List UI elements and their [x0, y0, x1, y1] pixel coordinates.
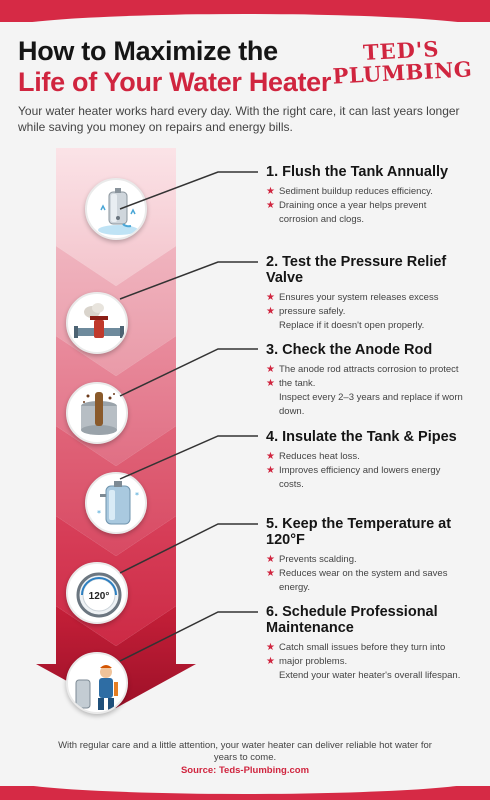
brand-logo-line-2: PLUMBING [332, 56, 474, 89]
footer-source-label: Source: [180, 765, 217, 776]
bottom-banner-bar [0, 786, 490, 800]
step-4-bullet-2: ★ Improves efficiency and lowers energy [266, 465, 441, 476]
step-4-bullets [266, 450, 484, 491]
step-4-bullet-1: ★ Reduces heat loss. [266, 451, 360, 462]
top-banner-bar [0, 0, 490, 22]
brand-logo-line-1: TED'S [362, 36, 441, 65]
step-6-title: 6. Schedule Professional Maintenance [266, 604, 438, 636]
step-4 [266, 429, 484, 492]
svg-text:*: * [97, 509, 101, 518]
step-1-bullet-1: ★ Sediment buildup reduces efficiency. [266, 186, 433, 197]
step-1-bullet-3: corrosion and clogs. [279, 214, 365, 225]
star-icon: ★ [266, 306, 275, 317]
footer-text: With regular care and a little attention, your water heater can deliver reliable hot water for years to come. [58, 740, 432, 763]
step-3-title: 3. Check the Anode Rod [266, 342, 433, 358]
svg-text:*: * [135, 491, 139, 500]
step-5-bullet-3: energy. [279, 582, 310, 593]
step-3-bullet-2: ★ the tank. [266, 378, 316, 389]
step-1-bullet-2: ★ Draining once a year helps prevent [266, 200, 427, 211]
pressure-valve-icon [66, 292, 128, 354]
step-6-bullet-3: Extend your water heater's overall lifespan. [279, 670, 461, 681]
step-6-bullet-2: ★ major problems. [266, 656, 348, 667]
step-5-bullets [266, 553, 484, 594]
step-5 [266, 516, 484, 595]
step-4-bullet-3: costs. [279, 479, 304, 490]
page-title-line-2: Life of Your Water Heater [18, 67, 332, 97]
dial-label: 120° [88, 591, 110, 602]
step-2-bullet-3: Replace if it doesn't open properly. [279, 320, 425, 331]
footer-source [50, 765, 440, 777]
star-icon: ★ [266, 364, 275, 375]
step-3-bullet-1: ★ The anode rod attracts corrosion to protect [266, 364, 459, 375]
step-1-bullets [266, 185, 484, 226]
step-3-bullets [266, 363, 484, 418]
step-6-bullets [266, 641, 484, 682]
step-3-bullet-4: down. [279, 406, 305, 417]
step-2-bullet-1: ★ Ensures your system releases excess [266, 292, 439, 303]
star-icon: ★ [266, 568, 275, 579]
step-3 [266, 342, 484, 419]
insulated-tank-icon [85, 472, 147, 534]
star-icon: ★ [266, 292, 275, 303]
star-icon: ★ [266, 642, 275, 653]
star-icon: ★ [266, 656, 275, 667]
footer-source-link[interactable]: Teds-Plumbing.com [218, 765, 310, 776]
step-6 [266, 604, 484, 683]
star-icon: ★ [266, 554, 275, 565]
step-5-title: 5. Keep the Temperature at 120°F [266, 516, 452, 548]
step-6-bullet-1: ★ Catch small issues before they turn into [266, 642, 446, 653]
star-icon: ★ [266, 451, 275, 462]
page-title [18, 36, 331, 98]
step-1 [266, 164, 484, 227]
intro-text: Your water heater works hard every day. With the right care, it can last years longer while saving you money on repairs and energy bills. [18, 104, 460, 134]
brand-logo [331, 36, 473, 87]
page-title-line-1: How to Maximize the [18, 36, 278, 66]
star-icon: ★ [266, 465, 275, 476]
footer [50, 740, 440, 777]
step-1-title: 1. Flush the Tank Annually [266, 164, 449, 180]
step-2-title: 2. Test the Pressure Relief Valve [266, 254, 447, 286]
step-3-bullet-3: Inspect every 2–3 years and replace if worn [279, 392, 463, 403]
plumber-icon [66, 652, 128, 714]
star-icon: ★ [266, 200, 275, 211]
step-4-title: 4. Insulate the Tank & Pipes [266, 429, 457, 445]
step-2-bullets [266, 291, 484, 332]
step-5-bullet-2: ★ Reduces wear on the system and saves [266, 568, 448, 579]
star-icon: ★ [266, 186, 275, 197]
step-2-bullet-2: ★ pressure safely. [266, 306, 346, 317]
step-2 [266, 254, 484, 333]
thermostat-dial-icon [66, 562, 128, 624]
water-heater-draining-icon [85, 178, 147, 240]
star-icon: ★ [266, 378, 275, 389]
step-5-bullet-1: ★ Prevents scalding. [266, 554, 357, 565]
anode-rod-icon [66, 382, 128, 444]
